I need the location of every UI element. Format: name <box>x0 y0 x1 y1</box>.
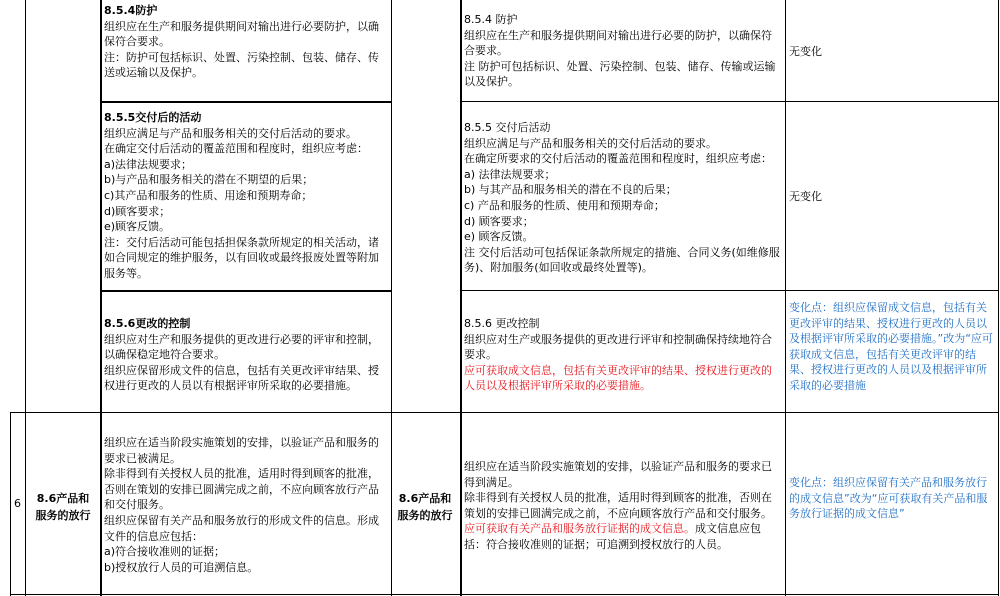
list-item: a) 法律法规要求； <box>464 167 556 181</box>
grid-line <box>100 290 392 292</box>
grid-line <box>100 0 102 596</box>
new-release-cell <box>464 459 780 553</box>
list-item: e) 顾客反馈。 <box>464 230 534 244</box>
section-title-new: 8.6产品和服务的放行 <box>397 492 453 522</box>
clause-text: 在确定所要求的交付后活动的覆盖范围和程度时，组织应考虑： <box>464 152 772 166</box>
list-item: d)顾客要求； <box>104 204 171 218</box>
clause-text: 组织应满足与产品和服务相关的交付后活动的要求。 <box>464 136 717 150</box>
list-item: a)法律法规要求； <box>104 157 193 171</box>
list-item: c) 产品和服务的性质、使用和预期寿命； <box>464 198 665 212</box>
clause-text: 组织应保留有关产品和服务放行的形成文件的信息。形成文件的信息应包括： <box>104 513 379 543</box>
clause-text: 在确定交付后活动的覆盖范围和程度时，组织应考虑： <box>104 142 368 156</box>
grid-line <box>10 412 999 413</box>
clause-note: 注 交付后活动可包括保证条款所规定的措施、合同义务(如维修服务)、附加服务(如回收或最终处置等)。 <box>464 245 780 275</box>
clause-text: 除非得到有关授权人员的批准，适用时得到顾客的批准，否则在策划的安排已圆满完成之前，不应向顾客放行产品和交付服务。 <box>464 491 772 520</box>
clause-text <box>464 521 780 552</box>
grid-line <box>25 0 26 596</box>
clause-note: 注 防护可包括标识、处置、污染控制、包装、储存、传输或运输以及保护。 <box>464 59 776 89</box>
grid-line <box>10 412 11 596</box>
clause-title: 8.5.4 防护 <box>464 13 518 26</box>
grid-line <box>460 290 999 291</box>
changed-text: 应可获取成文信息，包括有关更改评审的结果、授权进行更改的人员以及根据评审所采取的必要措施。 <box>464 363 772 393</box>
change-note-post-delivery: 无变化 <box>789 190 822 203</box>
new-post-delivery-cell <box>464 120 780 276</box>
clause-text: 组织应保留形成文件的信息，包括有关更改评审结果、授权进行更改的人员以有根据评审所采取的必要措施。 <box>104 363 379 393</box>
change-note-protection: 无变化 <box>789 45 822 58</box>
grid-line <box>460 101 999 102</box>
clause-note: 注：防护可包括标识、处置、污染控制、包装、储存、传送或运输以及保护。 <box>104 50 379 80</box>
old-change-control-cell <box>104 316 387 394</box>
grid-line <box>460 0 462 596</box>
clause-text: 组织应对生产或服务提供的更改进行评审和控制确保持续地符合要求。 <box>464 332 772 362</box>
change-note-release: 变化点：组织应保留有关产品和服务放行的成文信息”改为“应可获取有关产品和服务放行证据的成文信息” <box>789 476 988 521</box>
clause-title: 8.5.5交付后的活动 <box>104 111 202 124</box>
old-protection-cell <box>104 3 387 81</box>
list-item: d) 顾客要求； <box>464 214 534 228</box>
clause-text: 组织应在生产和服务提供期间对输出进行必要防护，以确保符合要求。 <box>104 19 379 49</box>
old-post-delivery-cell <box>104 110 387 282</box>
clause-title: 8.5.5 交付后活动 <box>464 121 551 134</box>
grid-line <box>785 0 786 596</box>
row-number: 6 <box>14 497 21 510</box>
list-item: b)与产品和服务相关的潜在不期望的后果； <box>104 173 314 187</box>
list-item: c)其产品和服务的性质、用途和预期寿命； <box>104 188 313 202</box>
clause-title: 8.5.6更改的控制 <box>104 317 191 330</box>
clause-text: 除非得到有关授权人员的批准，适用时得到顾客的批准，否则在策划的安排已圆满完成之前，不应向顾客放行产品和交付服务。 <box>104 467 379 512</box>
change-note-change-control: 变化点：组织应保留成文信息，包括有关更改评审的结果、授权进行更改的人员以及根据评审所采取的必要措施。”改为“应可获取成文信息，包括有关更改评审的结果、授权进行更改的人员以及根据评审所采取的必要措施 <box>789 301 993 392</box>
changed-text: 应可获取有关产品和服务放行证据的成文信息。 <box>464 522 695 536</box>
clause-text: 组织应在生产和服务提供期间对输出进行必要的防护，以确保符合要求。 <box>464 28 772 58</box>
grid-line <box>391 0 392 596</box>
clause-text-tail: 成文信息应包括：符合接收准则的证据；可追溯到授权放行的人员。 <box>464 522 761 551</box>
clause-title: 8.5.4防护 <box>104 4 158 17</box>
grid-line <box>100 101 392 103</box>
clause-text: 组织应对生产和服务提供的更改进行必要的评审和控制，以确保稳定地符合要求。 <box>104 332 379 362</box>
list-item: b)授权放行人员的可追溯信息。 <box>104 560 259 574</box>
clause-note: 注：交付后活动可能包括担保条款所规定的相关活动，诸如合同规定的维护服务，以有回收或最终报废处置等附加服务等。 <box>104 235 379 280</box>
new-protection-cell <box>464 12 780 90</box>
clause-text: 组织应满足与产品和服务相关的交付后活动的要求。 <box>104 126 357 140</box>
section-title: 8.6产品和服务的放行 <box>35 492 91 522</box>
list-item: e)顾客反馈。 <box>104 220 171 234</box>
new-change-control-cell <box>464 316 780 394</box>
grid-line <box>10 594 999 595</box>
list-item: a)符合接收准则的证据； <box>104 545 226 559</box>
old-release-cell <box>104 435 387 575</box>
clause-text: 组织应在适当阶段实施策划的安排，以验证产品和服务的要求已被满足。 <box>104 436 379 465</box>
list-item: b) 与其产品和服务相关的潜在不良的后果； <box>464 183 677 197</box>
clause-title: 8.5.6 更改控制 <box>464 317 540 330</box>
grid-line <box>998 0 999 596</box>
clause-text: 组织应在适当阶段实施策划的安排，以验证产品和服务的要求已得到满足。 <box>464 460 772 489</box>
